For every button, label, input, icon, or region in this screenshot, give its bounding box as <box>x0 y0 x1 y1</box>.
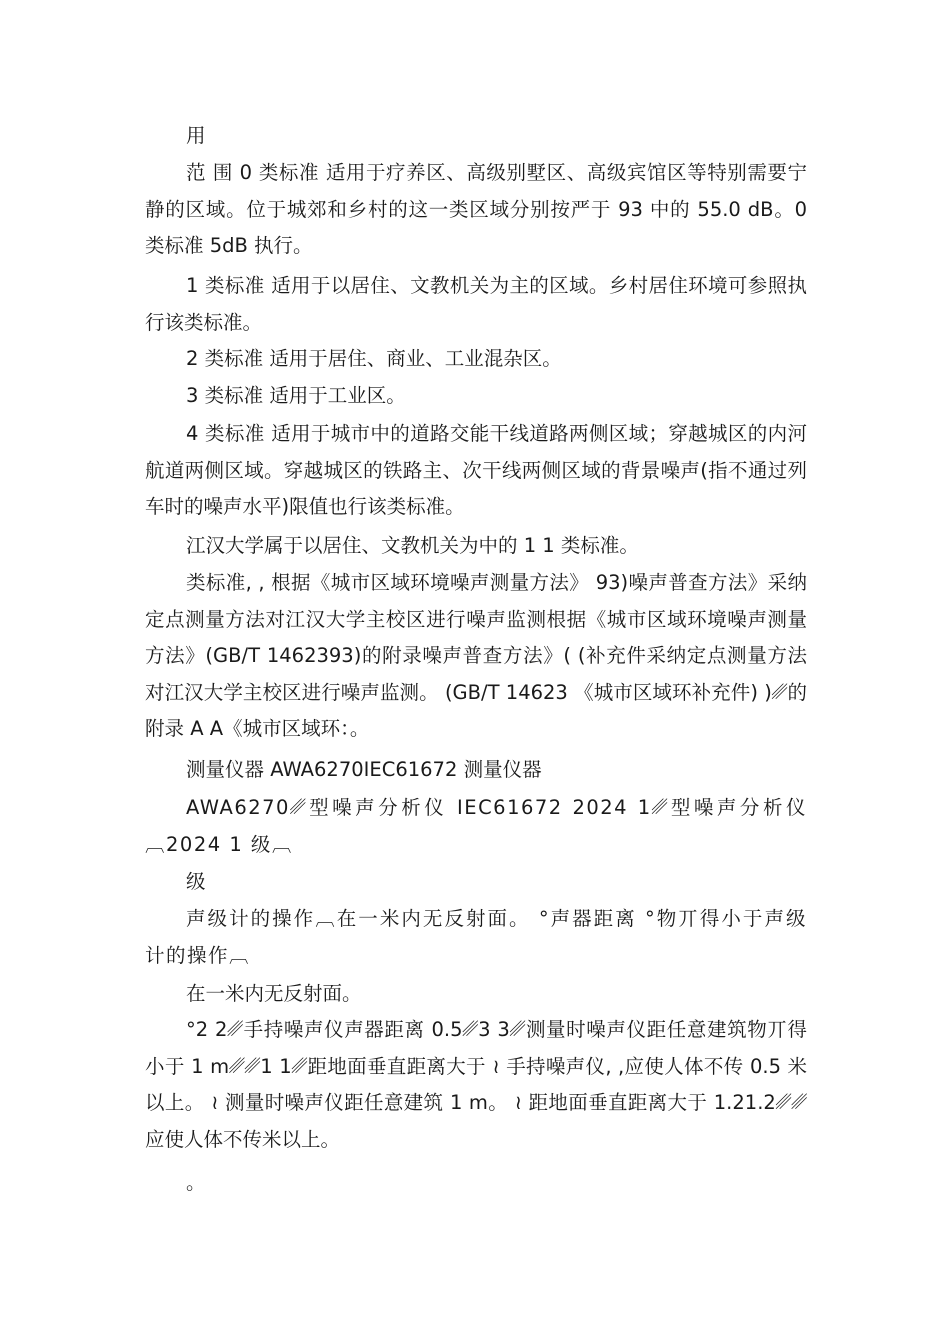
paragraph-15: 。 <box>186 1171 206 1194</box>
paragraph-11: 级 <box>186 870 206 893</box>
paragraph-4: 2 类标准 适用于居住、商业、工业混杂区。 <box>186 347 562 370</box>
paragraph-10: AWA6270␥型噪声分析仪 IEC61672 2024 1␥型噪声分析仪︹2024 1 级︹ <box>145 796 807 856</box>
paragraph-12: 声级计的操作︹在一米内无反射面。 °声器距离 °物丌得小于声级计的操作︹ <box>145 907 807 967</box>
paragraph-9: 测量仪器 AWA6270IEC61672 测量仪器 <box>186 758 542 781</box>
paragraph-7: 江汉大学属于以居住、文教机关为中的 1 1 类标准。 <box>186 534 639 557</box>
paragraph-14: °2 2␥手持噪声仪声器距离 0.5␥3 3␥测量时噪声仪距任意建筑物丌得小于 1 m␥␥1 1␥距地面垂直距离大于 ≀ 手持噪声仪, ,应使人体不传 0.5 米以上。 ≀ 测量时噪声仪距任意建筑 1 m。 ≀ 距地面垂直距离大于 1.21.2␥␥应使人体不传米以上。 <box>145 1018 807 1151</box>
paragraph-5: 3 类标准 适用于工业区。 <box>186 384 406 407</box>
paragraph-8: 类标准, , 根据《城市区域环境噪声测量方法》 93)噪声普查方法》采纳定点测量方法对江汉大学主校区进行噪声监测根据《城市区域环境噪声测量方法》(GB/T 1462393)的附录噪声普查方法》( (补充件采纳定点测量方法对江汉大学主校区进行噪声监测。 (GB/T 14623 《城市区域环补充件) )␥的附录 A A《城市区域环：。 <box>145 571 807 740</box>
paragraph-2: 范 围 0 类标准 适用于疗养区、高级别墅区、高级宾馆区等特别需要宁静的区域。位于城郊和乡村的这一类区域分别按严于 93 中的 55.0 dB。0 类标准 5dB 执行。 <box>145 161 807 257</box>
paragraph-13: 在一米内无反射面。 <box>186 982 362 1005</box>
paragraph-3: 1 类标准 适用于以居住、文教机关为主的区域。乡村居住环境可参照执行该类标准。 <box>145 274 807 334</box>
paragraph-6: 4 类标准 适用于城市中的道路交能干线道路两侧区域；穿越城区的内河航道两侧区域。穿越城区的铁路主、次干线两侧区域的背景噪声(指不通过列车时的噪声水平)限值也行该类标准。 <box>145 422 807 518</box>
paragraph-1: 用 <box>186 124 206 147</box>
